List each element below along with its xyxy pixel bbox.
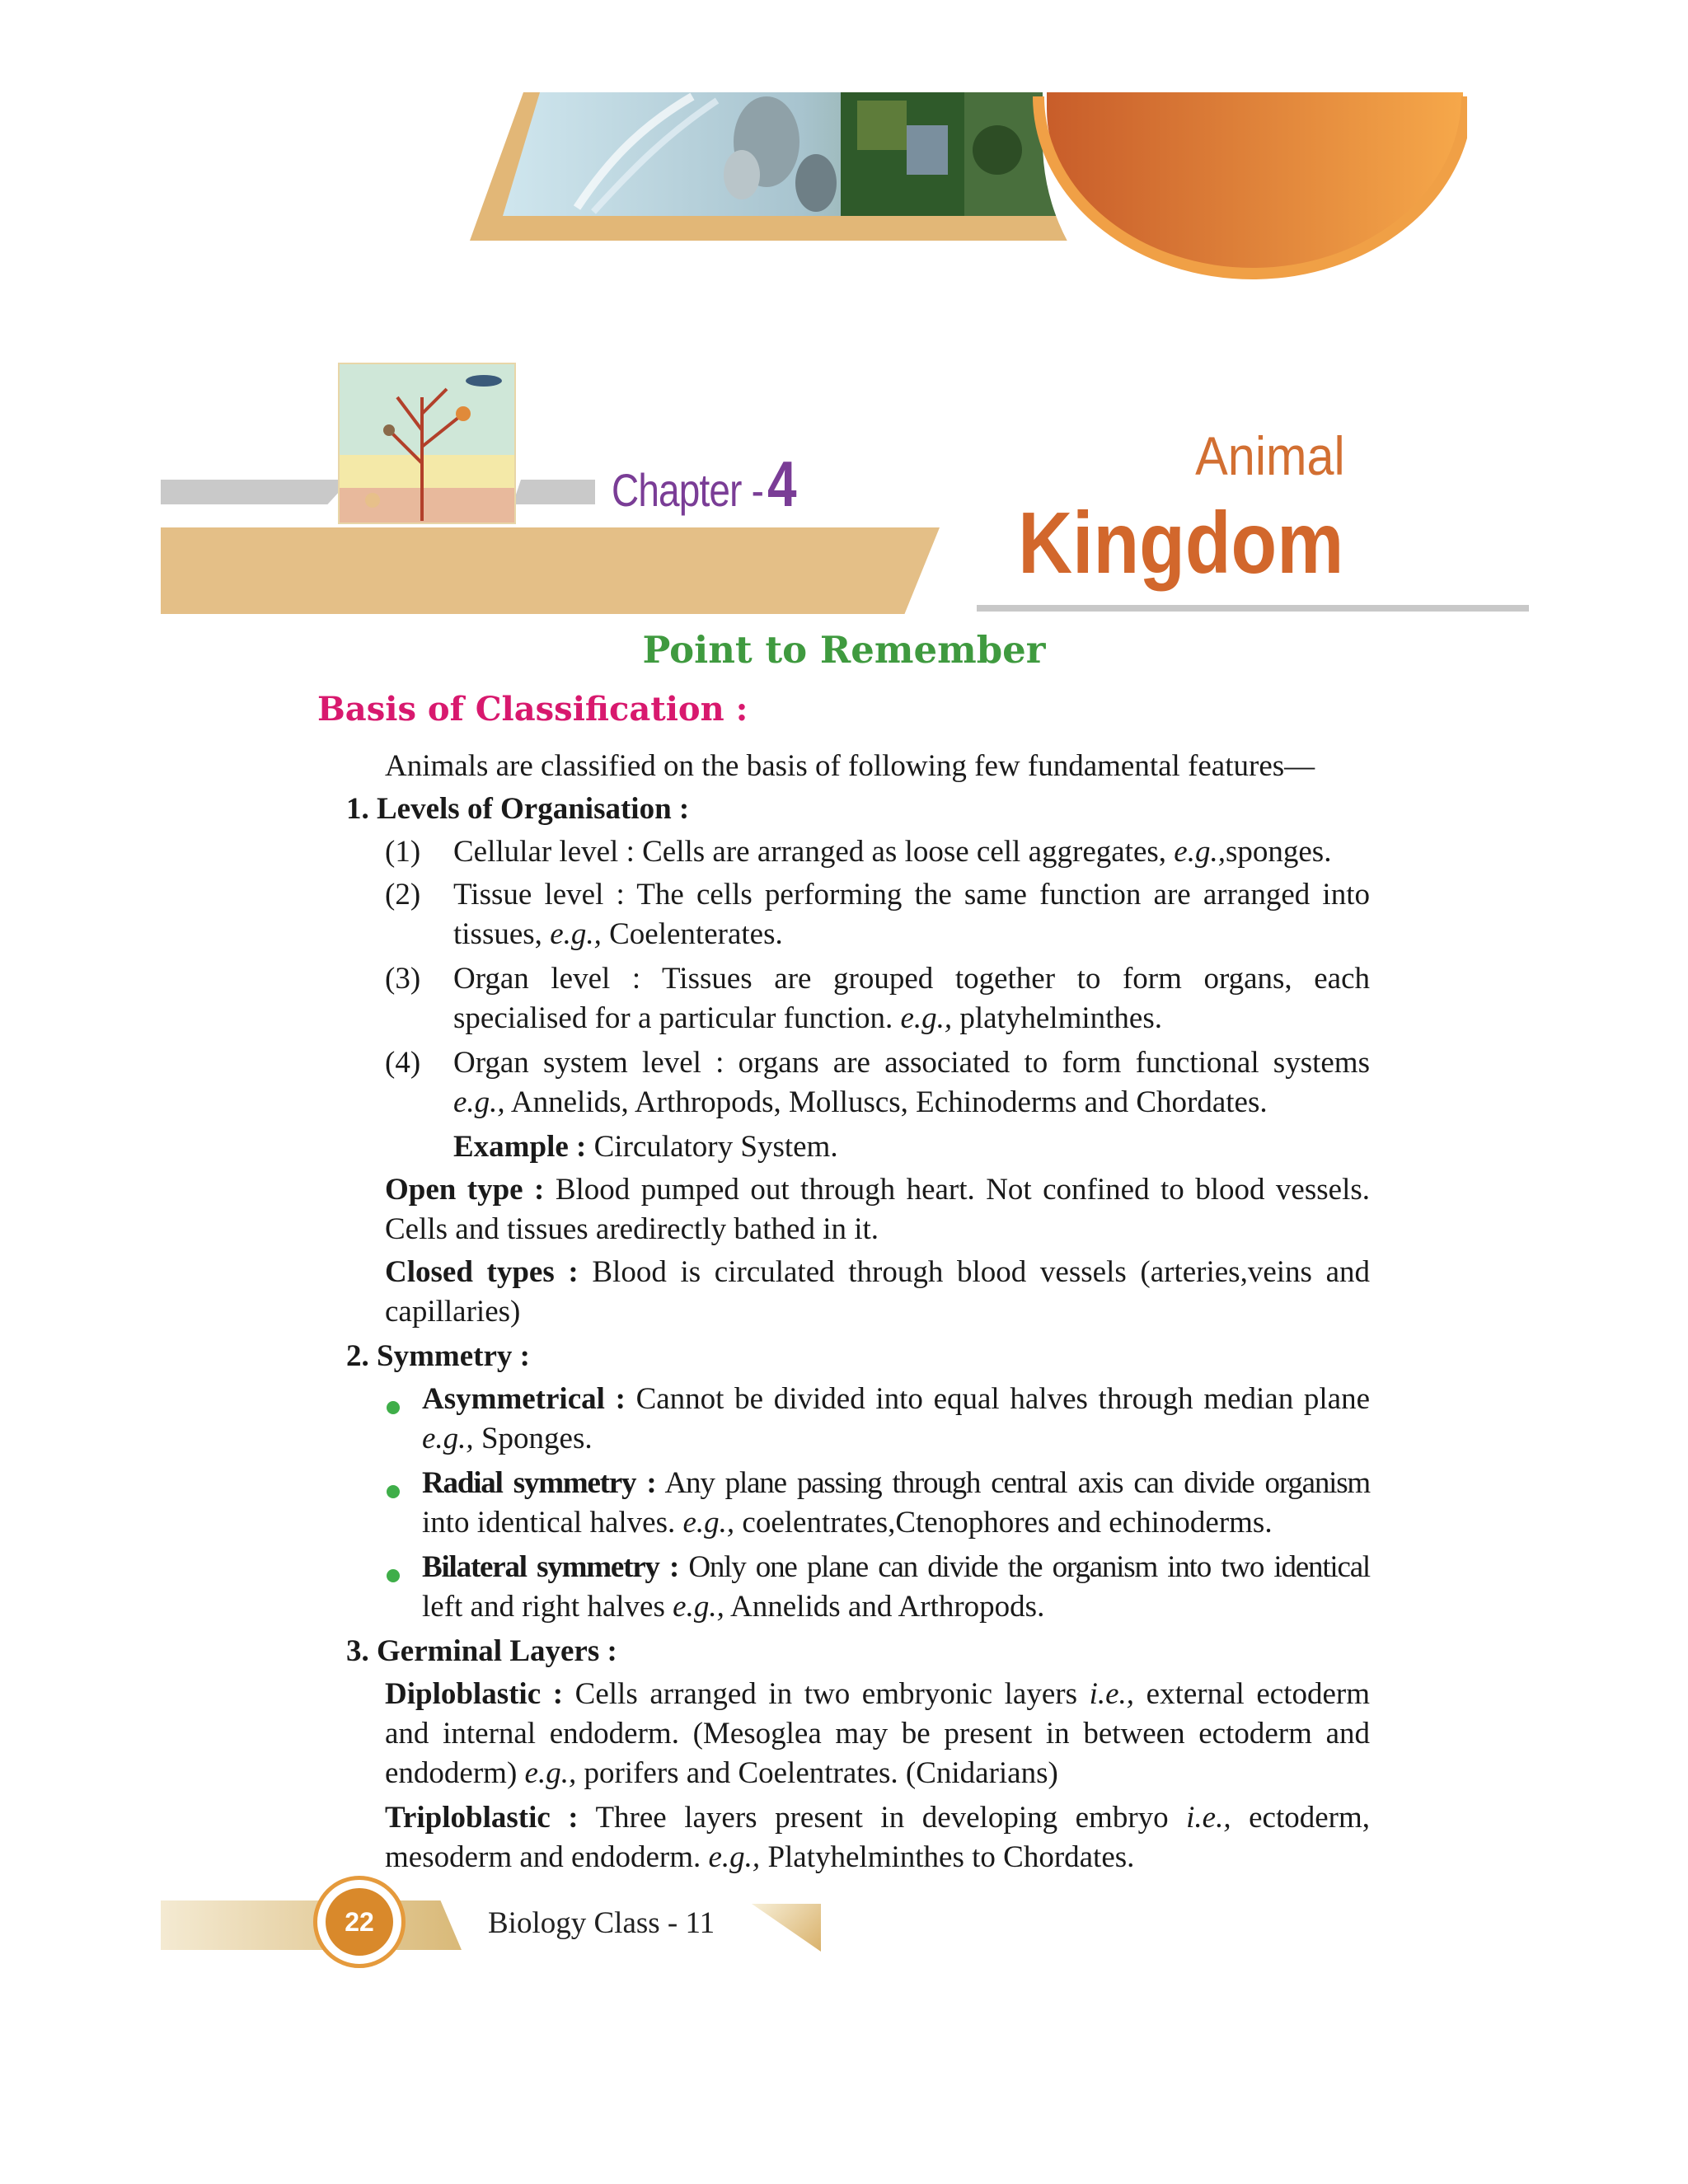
level-item-1-num: (1)	[385, 835, 421, 869]
chapter-label: Chapter -4	[612, 448, 796, 520]
level-item-3-num: (3)	[385, 962, 421, 996]
title-underline	[977, 605, 1529, 612]
level-item-1: Cellular level : Cells are arranged as loose cell aggregates, e.g.,sponges.	[453, 835, 1332, 869]
footer-triangle	[752, 1904, 821, 1952]
footer-band	[161, 1900, 462, 1950]
basis-title: Basis of Classification :	[317, 690, 748, 729]
chapter-title-line2: Kingdom	[1018, 494, 1343, 592]
symmetry-item-2-line1: Radial symmetry : Any plane passing through central axis can divide organism	[422, 1466, 1370, 1500]
section-title: Point to Remember	[642, 628, 1046, 672]
chapter-thumbnail-image	[338, 363, 516, 524]
diploblastic-line1: Diploblastic : Cells arranged in two embryonic layers i.e., external ectoderm	[385, 1677, 1371, 1711]
diploblastic-line3: endoderm) e.g., porifers and Coelentrates. (Cnidarians)	[385, 1756, 1058, 1790]
open-type-line2: Cells and tissues aredirectly bathed in it.	[385, 1212, 879, 1246]
bullet-icon	[387, 1401, 400, 1414]
footer-book-title: Biology Class - 11	[488, 1906, 715, 1940]
levels-heading: 1. Levels of Organisation :	[346, 792, 690, 826]
example-line: Example : Circulatory System.	[453, 1130, 838, 1164]
level-item-4-num: (4)	[385, 1046, 421, 1080]
germinal-heading: 3. Germinal Layers :	[346, 1634, 617, 1668]
symmetry-item-1-line2: e.g., Sponges.	[422, 1422, 593, 1455]
symmetry-item-1-line1: Asymmetrical : Cannot be divided into equal halves through median plane	[422, 1382, 1371, 1416]
level-item-4-line2: e.g., Annelids, Arthropods, Molluscs, Echinoderms and Chordates.	[453, 1085, 1268, 1119]
closed-type-line1: Closed types : Blood is circulated through blood vessels (arteries,veins and	[385, 1255, 1370, 1289]
symmetry-item-3-line2: left and right halves e.g., Annelids and Arthropods.	[422, 1590, 1045, 1624]
chapter-number: 4	[767, 448, 796, 520]
page-number: 22	[326, 1888, 393, 1956]
closed-type-line2: capillaries)	[385, 1295, 521, 1329]
symmetry-item-3-line1: Bilateral symmetry : Only one plane can divide the organism into two identical	[422, 1550, 1370, 1584]
page-number-badge	[313, 1876, 406, 1968]
header-gray-bar-mid	[513, 480, 595, 504]
header-banner	[470, 92, 1467, 298]
header-gray-bar-left	[161, 480, 350, 504]
level-item-2-line2: tissues, e.g., Coelenterates.	[453, 917, 783, 951]
bullet-icon	[387, 1569, 400, 1582]
symmetry-item-2-line2: into identical halves. e.g., coelentrates,Ctenophores and echinoderms.	[422, 1506, 1273, 1540]
triploblastic-line2: mesoderm and endoderm. e.g., Platyhelminthes to Chordates.	[385, 1840, 1135, 1874]
chapter-title-line1: Animal	[1195, 425, 1345, 486]
level-item-4-line1: Organ system level : organs are associated to form functional systems	[453, 1046, 1370, 1080]
header-tan-band	[161, 527, 940, 614]
open-type-line1: Open type : Blood pumped out through heart. Not confined to blood vessels.	[385, 1173, 1371, 1207]
level-item-2-num: (2)	[385, 878, 421, 912]
symmetry-heading: 2. Symmetry :	[346, 1339, 530, 1373]
level-item-3-line2: specialised for a particular function. e.g., platyhelminthes.	[453, 1001, 1162, 1035]
diploblastic-line2: and internal endoderm. (Mesoglea may be present in between ectoderm and	[385, 1717, 1370, 1750]
intro-text: Animals are classified on the basis of following few fundamental features—	[385, 749, 1315, 783]
triploblastic-line1: Triploblastic : Three layers present in developing embryo i.e., ectoderm,	[385, 1801, 1371, 1835]
level-item-3-line1: Organ level : Tissues are grouped together to form organs, each	[453, 962, 1370, 996]
level-item-2-line1: Tissue level : The cells performing the same function are arranged into	[453, 878, 1370, 912]
bullet-icon	[387, 1485, 400, 1498]
